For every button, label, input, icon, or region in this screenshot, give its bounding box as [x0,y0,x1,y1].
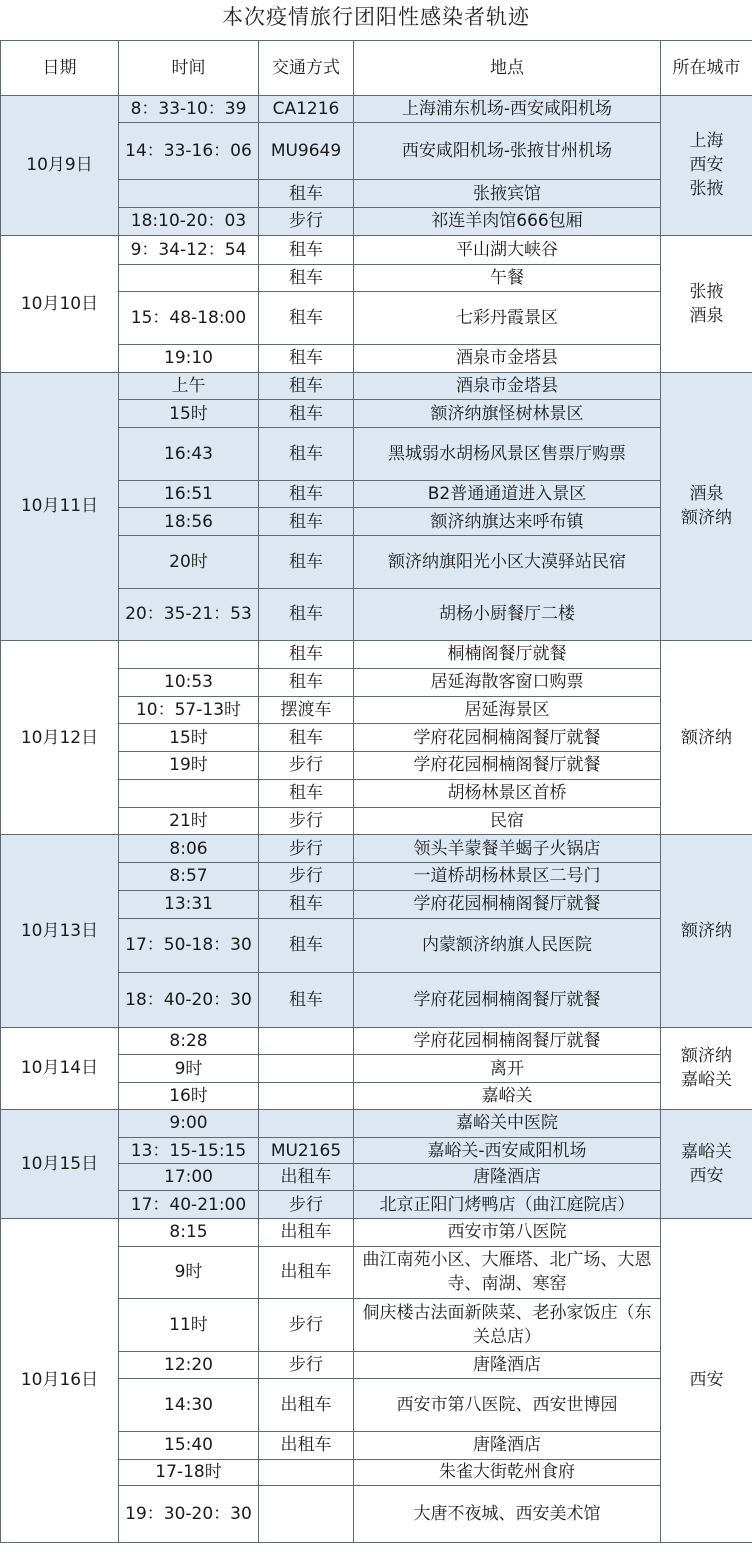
cell-place: 学府花园桐楠阁餐厅就餐 [354,890,661,918]
cell-place: 平山湖大峡谷 [354,235,661,264]
cell-place: 学府花园桐楠阁餐厅就餐 [354,752,661,780]
cell-time: 19:10 [119,344,259,372]
cell-transport: 租车 [259,292,354,344]
cell-transport: 租车 [259,372,354,400]
cell-place: 曲江南苑小区、大雁塔、北广场、大恩寺、南湖、寒窑 [354,1246,661,1298]
cell-transport: 租车 [259,508,354,536]
cell-transport: 步行 [259,1351,354,1379]
cell-place: 大唐不夜城、西安美术馆 [354,1486,661,1543]
cell-transport: 租车 [259,973,354,1028]
cell-city: 上海 西安 张掖 [661,96,752,236]
table-row [1,372,752,400]
cell-place: 领头羊蒙餐羊蝎子火锅店 [354,835,661,863]
page-title: 本次疫情旅行团阳性感染者轨迹 [222,5,530,29]
header-time: 时间 [119,41,259,96]
cell-time: 18:56 [119,508,259,536]
cell-transport: 步行 [259,835,354,863]
table-row [1,1027,752,1055]
cell-place: 胡杨小厨餐厅二楼 [354,588,661,640]
cell-time: 14：33-16：06 [119,122,259,180]
cell-transport: 步行 [259,752,354,780]
cell-city: 嘉峪关 西安 [661,1109,752,1218]
cell-place: 嘉峪关 [354,1083,661,1110]
cell-time: 9：34-12：54 [119,235,259,264]
cell-place: 西安咸阳机场-张掖甘州机场 [354,122,661,180]
cell-time: 15时 [119,400,259,428]
cell-time: 11时 [119,1299,259,1351]
cell-transport: 租车 [259,480,354,508]
cell-time: 17-18时 [119,1459,259,1486]
table-body [1,96,752,1543]
cell-city: 西安 [661,1218,752,1542]
cell-transport: 租车 [259,400,354,428]
cell-time: 8:57 [119,863,259,891]
cell-time: 15:40 [119,1431,259,1459]
cell-city: 额济纳 [661,835,752,1027]
cell-place: 嘉峪关-西安咸阳机场 [354,1137,661,1164]
table-row [1,640,752,668]
header-place: 地点 [354,41,661,96]
cell-transport: 租车 [259,264,354,292]
cell-transport: 步行 [259,208,354,236]
cell-transport: 出租车 [259,1431,354,1459]
cell-place: 午餐 [354,264,661,292]
cell-place: 七彩丹霞景区 [354,292,661,344]
cell-time: 10：57-13时 [119,696,259,724]
cell-date: 10月10日 [1,235,119,372]
table-row [1,1109,752,1137]
cell-time: 18：40-20：30 [119,973,259,1028]
cell-transport: 租车 [259,668,354,696]
header-row [1,41,752,96]
cell-place: 张掖宾馆 [354,180,661,208]
cell-transport: 租车 [259,779,354,807]
cell-time [119,640,259,668]
cell-time: 8:28 [119,1027,259,1055]
cell-transport: MU2165 [259,1137,354,1164]
cell-city: 酒泉 额济纳 [661,372,752,640]
cell-place: 西安市第八医院 [354,1218,661,1246]
cell-transport: 租车 [259,180,354,208]
cell-transport [259,1027,354,1055]
cell-city: 张掖 酒泉 [661,235,752,372]
cell-place: 唐隆酒店 [354,1431,661,1459]
cell-place: 额济纳旗达来呼布镇 [354,508,661,536]
cell-place: 嘉峪关中医院 [354,1109,661,1137]
cell-time: 17:00 [119,1164,259,1191]
cell-place: B2普通通道进入景区 [354,480,661,508]
cell-time: 19：30-20：30 [119,1486,259,1543]
cell-transport [259,1109,354,1137]
cell-city: 额济纳 嘉峪关 [661,1027,752,1109]
cell-place: 离开 [354,1055,661,1083]
cell-transport: 出租车 [259,1246,354,1298]
cell-transport: 租车 [259,428,354,480]
cell-transport: 步行 [259,1299,354,1351]
cell-place: 额济纳旗怪树林景区 [354,400,661,428]
cell-place: 内蒙额济纳旗人民医院 [354,918,661,973]
cell-place: 朱雀大街乾州食府 [354,1459,661,1486]
cell-transport [259,1083,354,1110]
cell-time: 8：33-10：39 [119,96,259,123]
cell-time [119,779,259,807]
cell-time: 9:00 [119,1109,259,1137]
cell-transport: 出租车 [259,1218,354,1246]
cell-time: 10:53 [119,668,259,696]
cell-time: 18:10-20：03 [119,208,259,236]
cell-place: 酒泉市金塔县 [354,344,661,372]
cell-time: 9时 [119,1055,259,1083]
cell-transport: 租车 [259,724,354,752]
cell-place: 民宿 [354,807,661,835]
cell-time: 20时 [119,536,259,588]
cell-time [119,264,259,292]
cell-place: 额济纳旗阳光小区大漠驿站民宿 [354,536,661,588]
cell-time: 15时 [119,724,259,752]
cell-transport [259,1055,354,1083]
table-row [1,835,752,863]
cell-time [119,180,259,208]
cell-time: 17：50-18：30 [119,918,259,973]
cell-place: 黑城弱水胡杨风景区售票厅购票 [354,428,661,480]
cell-transport: 租车 [259,890,354,918]
cell-place: 祁连羊肉馆666包厢 [354,208,661,236]
cell-place: 上海浦东机场-西安咸阳机场 [354,96,661,123]
cell-place: 西安市第八医院、西安世博园 [354,1379,661,1431]
cell-place: 唐隆酒店 [354,1164,661,1191]
cell-date: 10月16日 [1,1218,119,1542]
cell-place: 一道桥胡杨林景区二号门 [354,863,661,891]
cell-transport: 租车 [259,344,354,372]
cell-transport [259,1459,354,1486]
cell-place: 北京正阳门烤鸭店（曲江庭院店） [354,1191,661,1219]
cell-place: 居延海散客窗口购票 [354,668,661,696]
cell-place: 胡杨林景区首桥 [354,779,661,807]
table-row [1,1218,752,1246]
cell-transport: 步行 [259,1191,354,1219]
cell-place: 居延海景区 [354,696,661,724]
cell-transport: 步行 [259,863,354,891]
cell-time: 8:06 [119,835,259,863]
cell-time: 13:31 [119,890,259,918]
cell-time: 8:15 [119,1218,259,1246]
cell-time: 9时 [119,1246,259,1298]
cell-time: 16:51 [119,480,259,508]
cell-date: 10月15日 [1,1109,119,1218]
cell-place: 酒泉市金塔县 [354,372,661,400]
cell-place: 桐楠阁餐厅就餐 [354,640,661,668]
cell-date: 10月13日 [1,835,119,1027]
cell-time: 19时 [119,752,259,780]
cell-place: 学府花园桐楠阁餐厅就餐 [354,973,661,1028]
cell-transport [259,1486,354,1543]
cell-place: 学府花园桐楠阁餐厅就餐 [354,1027,661,1055]
cell-time: 21时 [119,807,259,835]
cell-time: 17：40-21:00 [119,1191,259,1219]
header-date: 日期 [1,41,119,96]
cell-transport: 租车 [259,235,354,264]
cell-place: 侗庆楼古法面新陕菜、老孙家饭庄（东关总店） [354,1299,661,1351]
cell-date: 10月11日 [1,372,119,640]
cell-time: 20：35-21：53 [119,588,259,640]
cell-city: 额济纳 [661,640,752,834]
trajectory-table [0,40,752,1543]
cell-transport: 租车 [259,588,354,640]
table-row [1,235,752,264]
table-row [1,96,752,123]
cell-time: 15：48-18:00 [119,292,259,344]
cell-transport: 租车 [259,536,354,588]
cell-transport: 出租车 [259,1164,354,1191]
cell-place: 学府花园桐楠阁餐厅就餐 [354,724,661,752]
cell-date: 10月12日 [1,640,119,834]
cell-transport: 步行 [259,807,354,835]
cell-date: 10月9日 [1,96,119,236]
header-transport: 交通方式 [259,41,354,96]
cell-time: 16:43 [119,428,259,480]
header-city: 所在城市 [661,41,752,96]
cell-transport: MU9649 [259,122,354,180]
cell-transport: 摆渡车 [259,696,354,724]
cell-time: 16时 [119,1083,259,1110]
cell-time: 12:20 [119,1351,259,1379]
cell-transport: CA1216 [259,96,354,123]
cell-time: 上午 [119,372,259,400]
cell-transport: 租车 [259,918,354,973]
cell-date: 10月14日 [1,1027,119,1109]
cell-place: 唐隆酒店 [354,1351,661,1379]
cell-transport: 租车 [259,640,354,668]
cell-time: 14:30 [119,1379,259,1431]
cell-time: 13：15-15:15 [119,1137,259,1164]
cell-transport: 出租车 [259,1379,354,1431]
